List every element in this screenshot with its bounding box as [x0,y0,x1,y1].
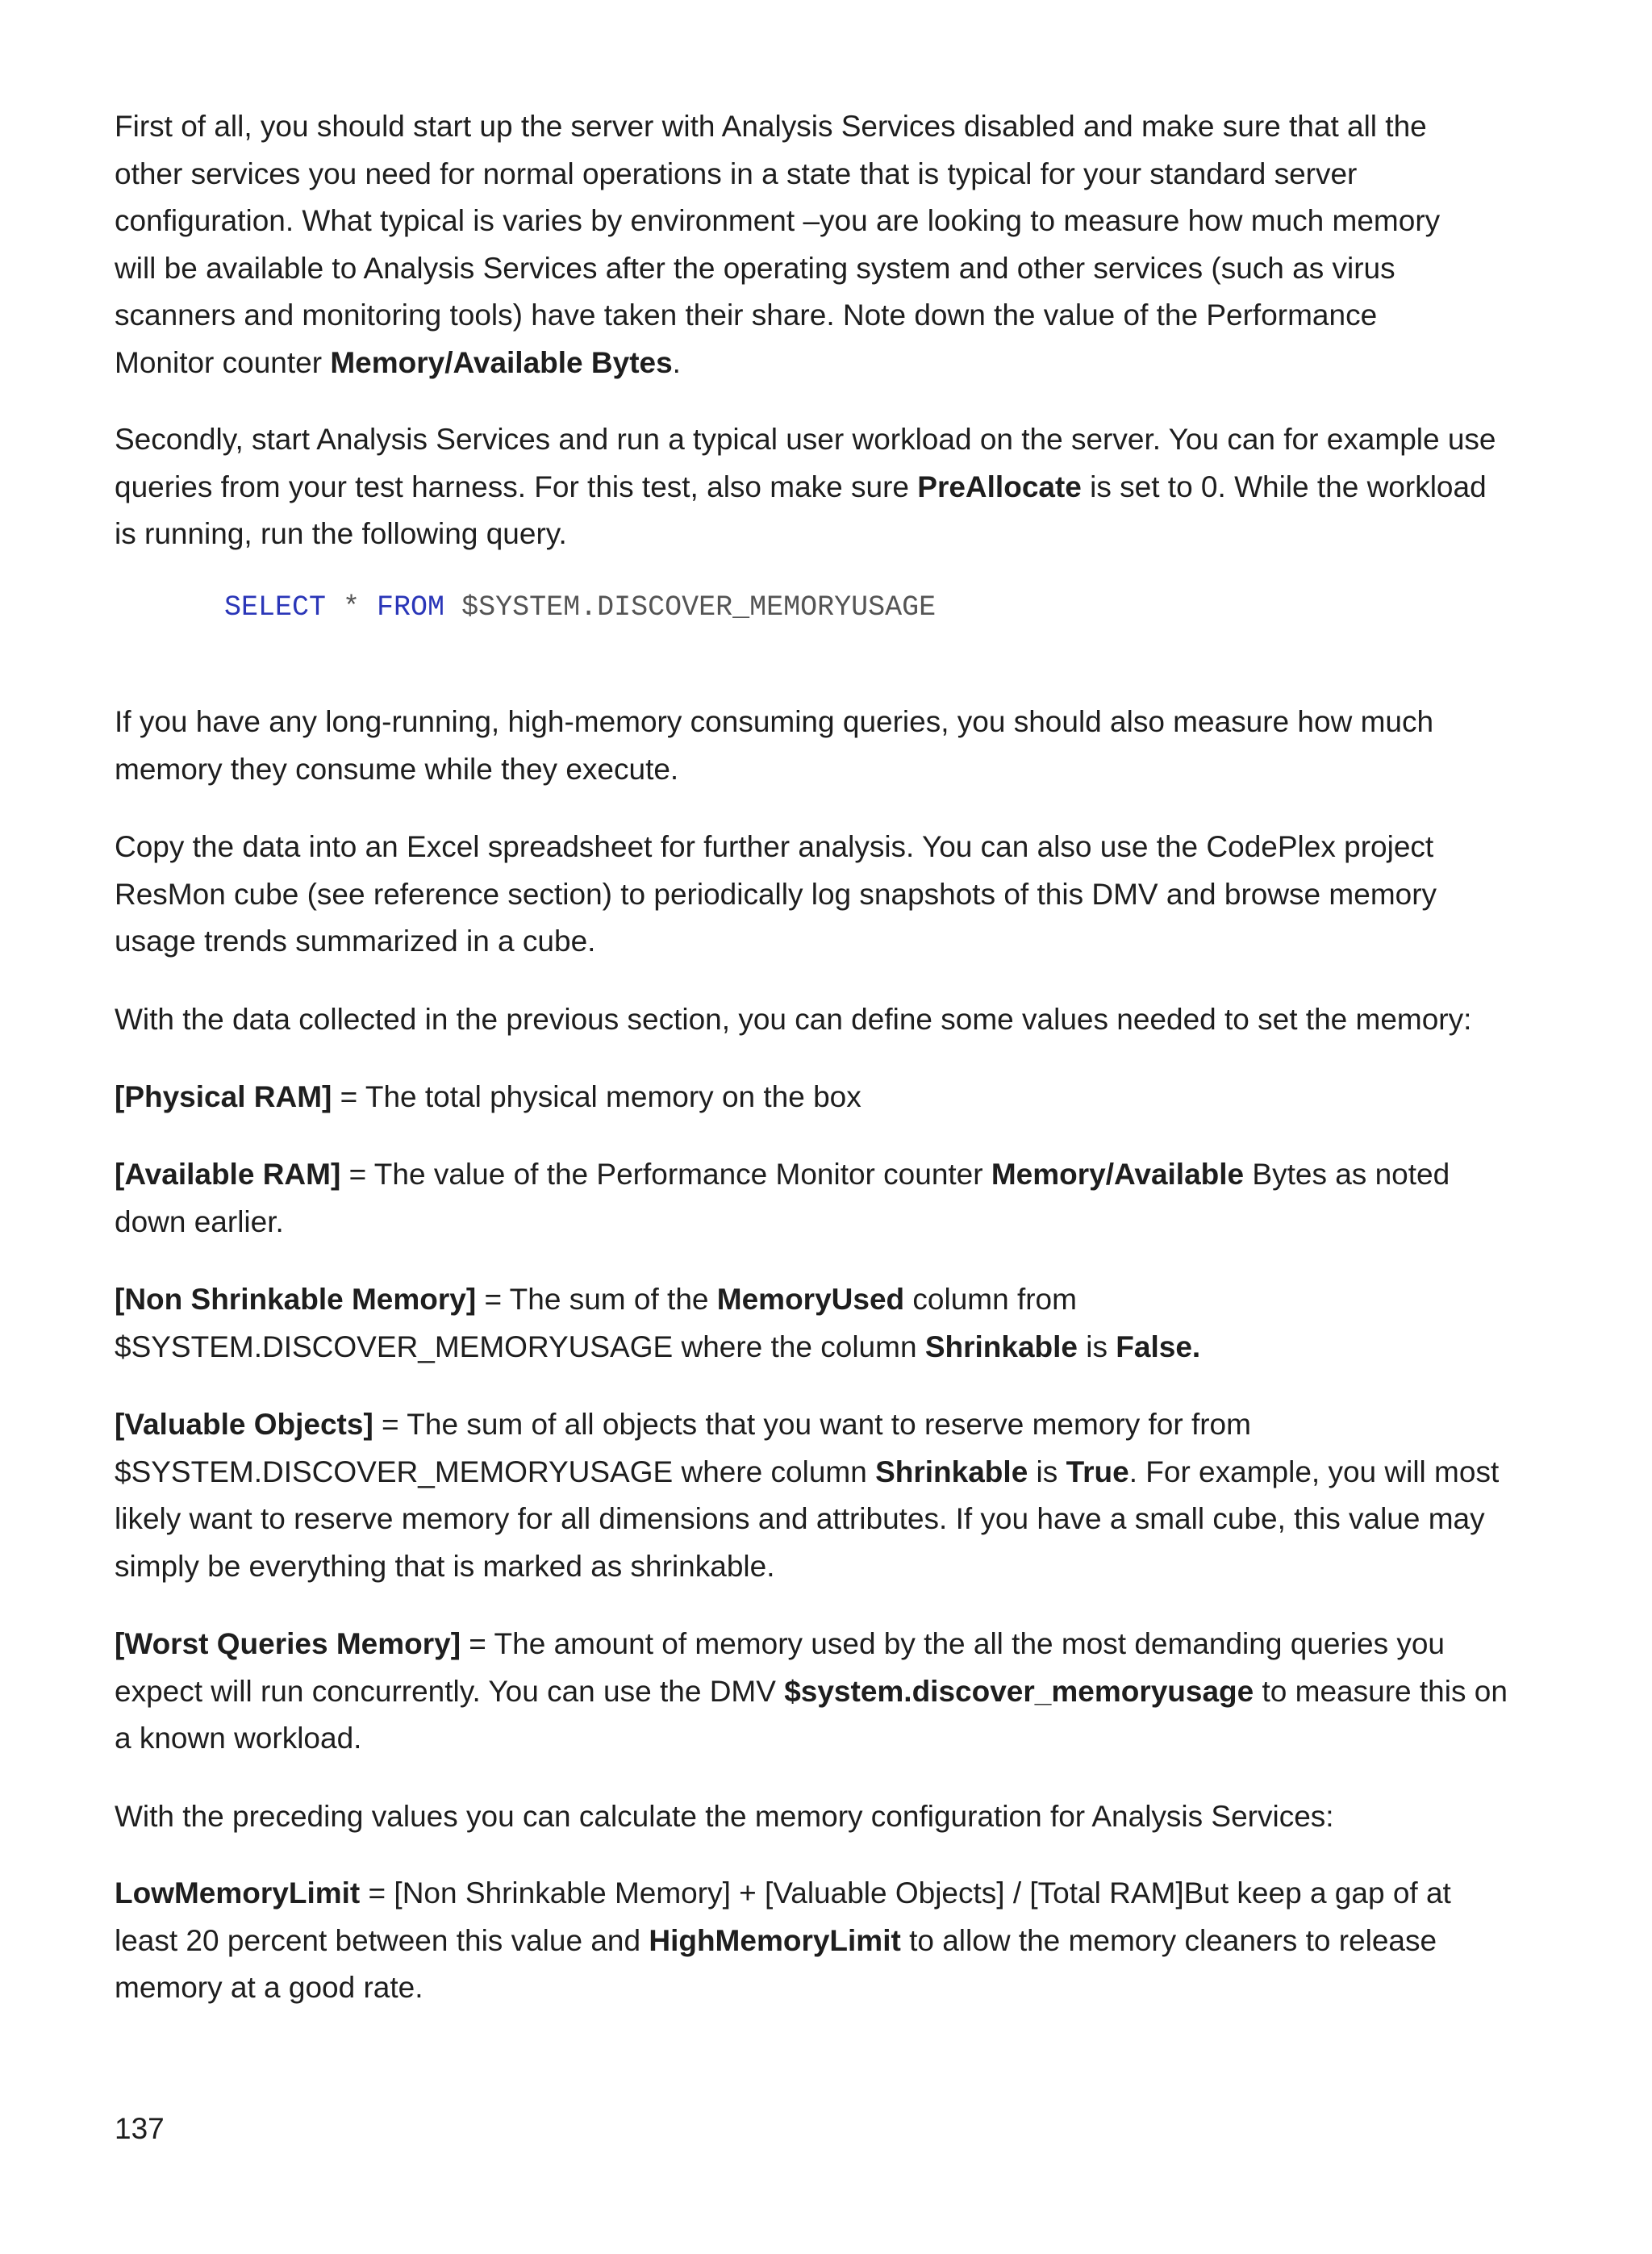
paragraph-calculate-config [115,1793,1550,1841]
text-line: memory at a good rate. [115,1971,423,2004]
bold-value: True [1066,1455,1129,1488]
text-line [115,1324,1550,1371]
definition-available-ram [115,1151,1550,1246]
term-label: [Valuable Objects] [115,1408,373,1441]
text-run: to allow the memory cleaners to release [900,1923,1437,1957]
text-line [115,464,1550,511]
definition-worst-queries-memory [115,1621,1550,1763]
text-run: expect will run concurrently. You can use the DMV [115,1674,785,1708]
text-run: is [1078,1329,1116,1363]
text-line [115,1276,1550,1324]
paragraph-define-values [115,996,1550,1044]
bold-dmv-name: $system.discover_memoryusage [784,1674,1254,1708]
text-run: = The total physical memory on the box [332,1080,861,1113]
text-line: If you have any long-running, high-memory consuming queries, you should also measure how much [115,705,1434,738]
bold-column-name: Shrinkable [924,1329,1078,1363]
text-line: likely want to reserve memory for all dimensions and attributes. If you have a small cube, this value may [115,1502,1485,1535]
text-run: . [672,345,681,379]
text-line: memory they consume while they execute. [115,752,679,786]
text-line: is running, run the following query. [115,517,567,550]
code-keyword: FROM [377,591,445,624]
text-line [115,1621,1550,1668]
text-line [115,1918,1550,1965]
text-line: down earlier. [115,1204,284,1238]
paragraph-long-queries [115,699,1550,793]
paragraph-server-setup [115,103,1550,386]
text-run: column from [904,1283,1077,1316]
text-run: = The value of the Performance Monitor counter [340,1158,991,1191]
text-run: = [Non Shrinkable Memory] + [Valuable Objects] / [Total RAM]But keep a gap of at [360,1876,1451,1910]
text-run: $SYSTEM.DISCOVER_MEMORYUSAGE where column [115,1455,876,1488]
text-run: = The sum of the [476,1283,717,1316]
text-line: With the data collected in the previous section, you can define some values needed to set the memory: [115,1003,1472,1036]
text-line: ResMon cube (see reference section) to periodically log snapshots of this DMV and browse memory [115,877,1437,911]
text-run: is [1028,1455,1066,1488]
term-label: [Available RAM] [115,1158,341,1191]
text-run: = The sum of all objects that you want to reserve memory for from [373,1408,1251,1441]
code-text: $SYSTEM.DISCOVER_MEMORYUSAGE [444,591,937,624]
text-line: First of all, you should start up the server with Analysis Services disabled and make sure that all the [115,110,1427,143]
bold-counter-name: Memory/Available Bytes [330,345,673,379]
text-line [115,1870,1550,1918]
text-line [115,1074,1550,1121]
code-text: * [326,591,378,624]
text-line [115,340,1550,387]
text-line [115,1668,1550,1716]
text-run: to measure this on [1254,1674,1508,1708]
text-run: queries from your test harness. For this test, also make sure [115,470,918,503]
bold-counter-name: Memory/Available [991,1158,1245,1191]
bold-setting-name: PreAllocate [917,470,1082,503]
definition-physical-ram [115,1074,1550,1121]
text-line: configuration. What typical is varies by environment –you are looking to measure how much memory [115,204,1441,237]
text-line: Copy the data into an Excel spreadsheet for further analysis. You can also use the CodePlex project [115,830,1434,863]
bold-value: False. [1116,1329,1201,1363]
text-line [115,1401,1550,1449]
text-line: simply be everything that is marked as shrinkable. [115,1549,775,1583]
definition-valuable-objects [115,1401,1550,1590]
term-label: [Non Shrinkable Memory] [115,1283,477,1316]
term-label: [Worst Queries Memory] [115,1627,461,1660]
bold-column-name: MemoryUsed [716,1283,905,1316]
code-block-query [224,584,936,631]
definition-low-memory-limit [115,1870,1550,2012]
text-line [115,1151,1550,1199]
text-line: usage trends summarized in a cube. [115,925,596,958]
bold-setting-name: HighMemoryLimit [649,1923,901,1957]
text-line: will be available to Analysis Services after the operating system and other services (such as virus [115,251,1395,285]
text-line [115,1449,1550,1496]
text-run: Bytes as noted [1244,1158,1450,1191]
text-run: is set to 0. While the workload [1081,470,1487,503]
text-line: Secondly, start Analysis Services and run a typical user workload on the server. You can for example use [115,423,1496,456]
text-line: scanners and monitoring tools) have taken their share. Note down the value of the Performance [115,298,1378,332]
text-run: . For example, you will most [1128,1455,1500,1488]
paragraph-workload [115,416,1550,558]
text-run: Monitor counter [115,345,331,379]
page-number: 137 [115,2112,165,2145]
text-line: With the preceding values you can calculate the memory configuration for Analysis Services: [115,1800,1334,1833]
code-keyword: SELECT [224,591,327,624]
term-label: LowMemoryLimit [115,1876,361,1910]
term-label: [Physical RAM] [115,1080,332,1113]
text-line: other services you need for normal operations in a state that is typical for your standard server [115,157,1358,190]
text-run: $SYSTEM.DISCOVER_MEMORYUSAGE where the column [115,1329,925,1363]
bold-column-name: Shrinkable [875,1455,1028,1488]
definition-non-shrinkable-memory [115,1276,1550,1371]
text-run: least 20 percent between this value and [115,1923,649,1957]
paragraph-excel-copy [115,824,1550,966]
text-line: a known workload. [115,1722,362,1755]
text-run: = The amount of memory used by the all the most demanding queries you [461,1627,1446,1660]
